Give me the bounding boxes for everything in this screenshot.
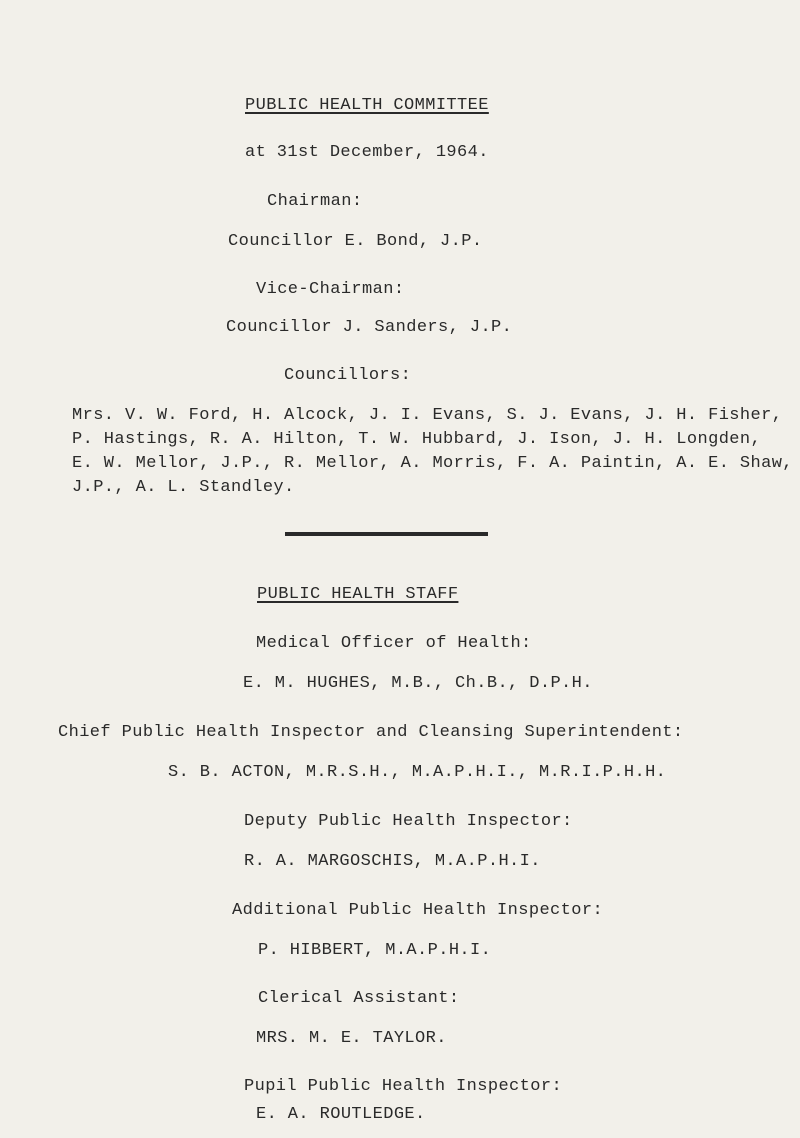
committee-heading: PUBLIC HEALTH COMMITTEE	[245, 96, 489, 115]
chief-inspector-name: S. B. ACTON, M.R.S.H., M.A.P.H.I., M.R.I.P.H.H.	[168, 763, 667, 782]
councillors-line: E. W. Mellor, J.P., R. Mellor, A. Morris, F. A. Paintin, A. E. Shaw,	[72, 454, 793, 473]
additional-inspector-name: P. HIBBERT, M.A.P.H.I.	[258, 941, 492, 960]
deputy-inspector-label: Deputy Public Health Inspector:	[244, 812, 573, 831]
pupil-inspector-name: E. A. ROUTLEDGE.	[256, 1105, 426, 1124]
moh-name: E. M. HUGHES, M.B., Ch.B., D.P.H.	[243, 674, 593, 693]
councillors-line: P. Hastings, R. A. Hilton, T. W. Hubbard, J. Ison, J. H. Longden,	[72, 430, 762, 449]
vice-chairman-label: Vice-Chairman:	[256, 280, 405, 299]
committee-date: at 31st December, 1964.	[245, 143, 489, 162]
councillors-line: Mrs. V. W. Ford, H. Alcock, J. I. Evans, S. J. Evans, J. H. Fisher,	[72, 406, 783, 425]
chairman-name: Councillor E. Bond, J.P.	[228, 232, 483, 251]
staff-heading: PUBLIC HEALTH STAFF	[257, 585, 459, 604]
clerical-assistant-label: Clerical Assistant:	[258, 989, 460, 1008]
councillors-line: J.P., A. L. Standley.	[72, 478, 295, 497]
section-divider	[285, 532, 488, 536]
additional-inspector-label: Additional Public Health Inspector:	[232, 901, 604, 920]
deputy-inspector-name: R. A. MARGOSCHIS, M.A.P.H.I.	[244, 852, 541, 871]
pupil-inspector-label: Pupil Public Health Inspector:	[244, 1077, 563, 1096]
chief-inspector-label: Chief Public Health Inspector and Cleansing Superintendent:	[58, 723, 684, 742]
chairman-label: Chairman:	[267, 192, 363, 211]
moh-label: Medical Officer of Health:	[256, 634, 532, 653]
vice-chairman-name: Councillor J. Sanders, J.P.	[226, 318, 513, 337]
councillors-label: Councillors:	[284, 366, 412, 385]
clerical-assistant-name: MRS. M. E. TAYLOR.	[256, 1029, 447, 1048]
